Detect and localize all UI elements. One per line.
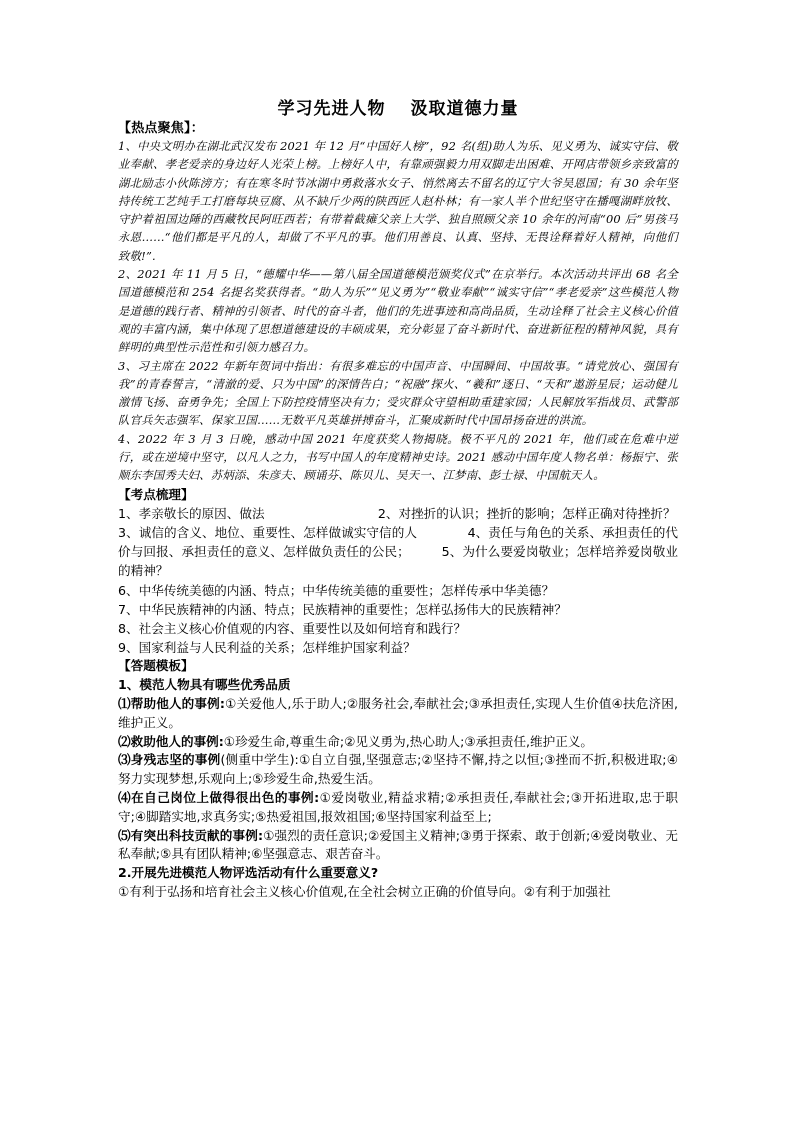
template-item-2-label: ⑵救助他人的事例: [118,733,224,749]
question-2-heading: 2.开展先进模范人物评选活动有什么重要意义? [118,865,379,881]
template-item-5-text: ①强烈的责任意识;②爱国主义精神;③勇于探索、敢于创新;④爱岗敬业、无私奉献;⑤具有团队精神;⑥坚强意志、艰苦奋斗。 [118,827,678,862]
template-item-1 [118,695,678,733]
hot-topics-heading: 【热点聚焦】： [118,121,204,136]
exam-point-line-1: 1、孝亲敬长的原因、做法 2、对挫折的认识；挫折的影响；怎样正确对待挫折？ [118,505,676,521]
hot-topic-paragraph-1: 1、中央文明办在湖北武汉发布 2021 年 12 月“中国好人榜”，92 名(组)助人为乐、见义勇为、诚实守信、敬业奉献、孝老爱亲的身边好人光荣上榜。上榜好人中，有靠顽强毅力用双脚走出困难、开网店带领乡亲致富的湖北励志小伙陈滂方；有在寒冬时节冰湖中勇救落水女子、悄然离去不留名的辽宁大爷吴恩国；有 30 余年坚持传统工艺纯手工打磨每块豆腐、从不缺斤少两的陕西匠人赵朴林；有一家人半个世纪坚守在播嘎湖畔放牧、守护着祖国边陲的西藏牧民阿旺西若；有带着截瘫父亲上大学、独自照顾父亲 10 余年的河南“00 后”男孩马永恩……“他们都是平凡的人，却做了不平凡的事。他们用善良、认真、坚持、无畏诠释着好人精神，向他们致敬!”. [118,139,678,263]
template-item-4-label: ⑷在自己岗位上做得很出色的事例: [118,790,320,806]
answer-template-heading: 【答题模板】 [118,658,194,674]
exam-point-line-4: 7、中华民族精神的内涵、特点；民族精神的重要性；怎样弘扬伟大的民族精神？ [118,601,567,617]
template-item-5 [118,827,678,865]
template-item-1-label: ⑴帮助他人的事例: [118,696,225,712]
exam-point-line-5: 8、社会主义核心价值观的内容、重要性以及如何培育和践行？ [118,621,467,637]
exam-point-line-6: 9、国家利益与人民利益的关系；怎样维护国家利益？ [118,640,416,656]
template-item-4-text: ①爱岗敬业,精益求精;②承担责任,奉献社会;③开拓进取,忠于职守;④脚踏实地,求真务实;⑤热爱祖国,报效祖国;⑥坚持国家利益至上; [118,790,678,824]
exam-points-heading: 【考点梳理】 [118,486,194,502]
hot-topic-paragraph-4: 4、2022 年 3 月 3 日晚，感动中国 2021 年度获奖人物揭晓。极不平凡的 2021 年，他们或在危难中逆行，或在逆境中坚守，以凡人之力，书写中国人的年度精神史诗。2021 感动中国年度人物名单：杨振宁、张顺东李国秀夫妇、苏炳添、朱彦夫、顾诵芬、陈贝儿、吴天一、江梦南、彭士禄、中国航天人。 [118,431,678,483]
answer-template-section [118,657,678,901]
question-1-heading: 1、模范人物具有哪些优秀品质 [118,677,291,693]
template-item-3 [118,751,678,789]
exam-points-section [118,485,678,658]
template-item-3-text: (侧重中学生):①自立自强,坚强意志;②坚持不懈,持之以恒;③挫而不折,积极进取;④努力实现梦想,乐观向上;⑤珍爱生命,热爱生活。 [118,752,679,787]
hot-topic-paragraph-3: 3、习主席在 2022 年新年贺词中指出：有很多难忘的中国声音、中国瞬间、中国故事。“请党放心、强国有我”的青春誓言，“清澈的爱、只为中国”的深情告白；“祝融”探火、“羲和”逐日、“天和”遨游星辰；运动健儿激情飞扬、奋勇争先；全国上下防控疫情坚决有力；受灾群众守望相助重建家园；人民解放军指战员、武警部队官兵矢志强军、保家卫国……无数平凡英雄拼搏奋斗，汇聚成新时代中国昂扬奋进的洪流。 [118,358,678,428]
question-2-answer: ①有利于弘扬和培育社会主义核心价值观,在全社会树立正确的价值导向。②有利于加强社 [118,884,611,900]
hot-topics-section [118,120,678,485]
template-item-3-label: ⑶身残志坚的事例 [118,752,221,768]
template-item-1-text: ①关爱他人,乐于助人;②服务社会,奉献社会;③承担责任,实现人生价值④扶危济困,维护正义。 [118,696,678,730]
template-item-2-text: ①珍爱生命,尊重生命;②见义勇为,热心助人;③承担责任,维护正义。 [223,733,594,749]
exam-point-line-3: 6、中华传统美德的内涵、特点；中华传统美德的重要性；怎样传承中华美德？ [118,582,555,598]
template-item-2 [118,733,678,752]
template-item-4 [118,789,678,827]
document-title: 学习先进人物 汲取道德力量 [277,99,519,119]
document-body [118,94,678,902]
template-item-5-label: ⑸有突出科技贡献的事例: [118,827,263,843]
hot-topic-paragraph-2: 2、2021 年 11 月 5 日，“德耀中华——第八届全国道德模范颁奖仪式”在京举行。本次活动共评出 68 名全国道德模范和 254 名提名奖获得者。“助人为乐”“见义勇为”“敬业奉献”“诚实守信”“孝老爱亲”这些模范人物是道德的践行者、精神的引领者、时代的奋斗者，他们的先进事迹和高尚品质，生动诠释了社会主义核心价值观的丰富内涵，集中体现了思想道德建设的丰硕成果，充分彰显了奋斗新时代、奋进新征程的精神风貌，具有鲜明的典型性示范性和引领力感召力。 [118,267,678,355]
exam-point-line-2: 3、诚信的含义、地位、重要性、怎样做诚实守信的人 4、责任与角色的关系、承担责任的代价与回报、承担责任的意义、怎样做负责任的公民； 5、为什么要爱岗敬业；怎样培养爱岗敬业的精神？ [118,525,678,579]
